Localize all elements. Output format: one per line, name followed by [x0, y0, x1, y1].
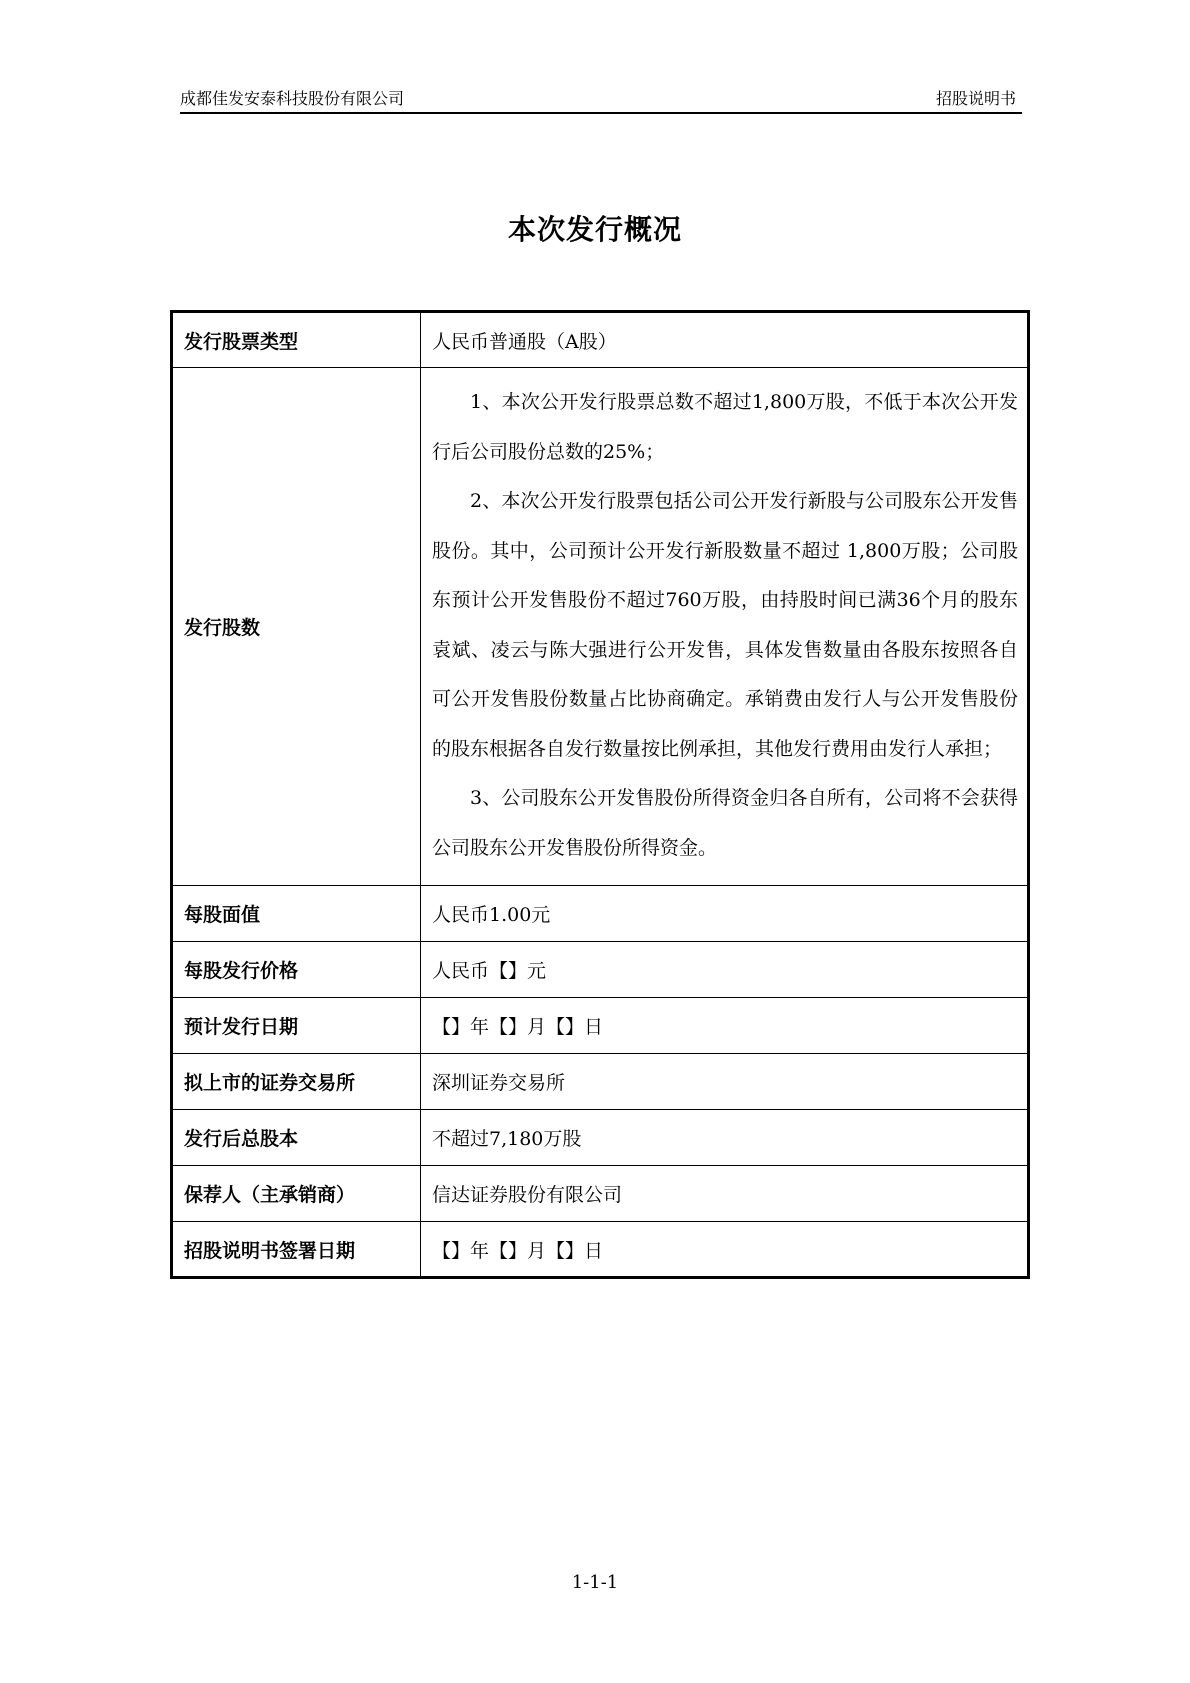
page-header — [180, 84, 1022, 114]
row-label: 发行后总股本 — [172, 1110, 421, 1166]
row-value: 信达证券股份有限公司 — [421, 1166, 1029, 1222]
row-label: 预计发行日期 — [172, 998, 421, 1054]
row-value: 人民币【】元 — [421, 942, 1029, 998]
page-number: 1-1-1 — [571, 1572, 619, 1593]
row-value: 人民币普通股（A股） — [421, 312, 1029, 368]
table-row — [172, 1110, 1029, 1166]
table-row — [172, 312, 1029, 368]
row-value: 【】年【】月【】日 — [421, 1222, 1029, 1278]
row-label: 每股面值 — [172, 886, 421, 942]
shares-paragraph: 1、本次公开发行股票总数不超过1,800万股，不低于本次公开发行后公司股份总数的25%； — [432, 391, 1018, 463]
row-value: 不超过7,180万股 — [421, 1110, 1029, 1166]
row-label: 拟上市的证券交易所 — [172, 1054, 421, 1110]
table-row — [172, 1222, 1029, 1278]
shares-paragraph: 3、公司股东公开发售股份所得资金归各自所有，公司将不会获得公司股东公开发售股份所得资金。 — [432, 787, 1018, 859]
row-label: 保荐人（主承销商） — [172, 1166, 421, 1222]
row-label: 发行股数 — [172, 368, 421, 886]
row-value: 深圳证券交易所 — [421, 1054, 1029, 1110]
row-label: 招股说明书签署日期 — [172, 1222, 421, 1278]
page-title: 本次发行概况 — [507, 213, 682, 246]
shares-paragraph: 2、本次公开发行股票包括公司公开发行新股与公司股东公开发售股份。其中，公司预计公开发行新股数量不超过 1,800万股；公司股东预计公开发售股份不超过760万股，由持股时间已满36个月的股东袁斌、凌云与陈大强进行公开发售，具体发售数量由各股东按照各自可公开发售股份数量占比协商确定。承销费由发行人与公开发售股份的股东根据各自发行数量按比例承担，其他发行费用由发行人承担； — [432, 490, 1018, 760]
row-label: 每股发行价格 — [172, 942, 421, 998]
row-label: 发行股票类型 — [172, 312, 421, 368]
offering-overview-table — [170, 310, 1030, 1279]
table-row — [172, 1054, 1029, 1110]
table-row — [172, 998, 1029, 1054]
row-value: 【】年【】月【】日 — [421, 998, 1029, 1054]
shares-detail — [421, 368, 1029, 886]
document-type: 招股说明书 — [935, 89, 1016, 108]
table-row — [172, 368, 1029, 886]
table-row — [172, 942, 1029, 998]
table-row — [172, 1166, 1029, 1222]
row-value: 人民币1.00元 — [421, 886, 1029, 942]
table-row — [172, 886, 1029, 942]
company-name: 成都佳发安泰科技股份有限公司 — [180, 89, 405, 108]
